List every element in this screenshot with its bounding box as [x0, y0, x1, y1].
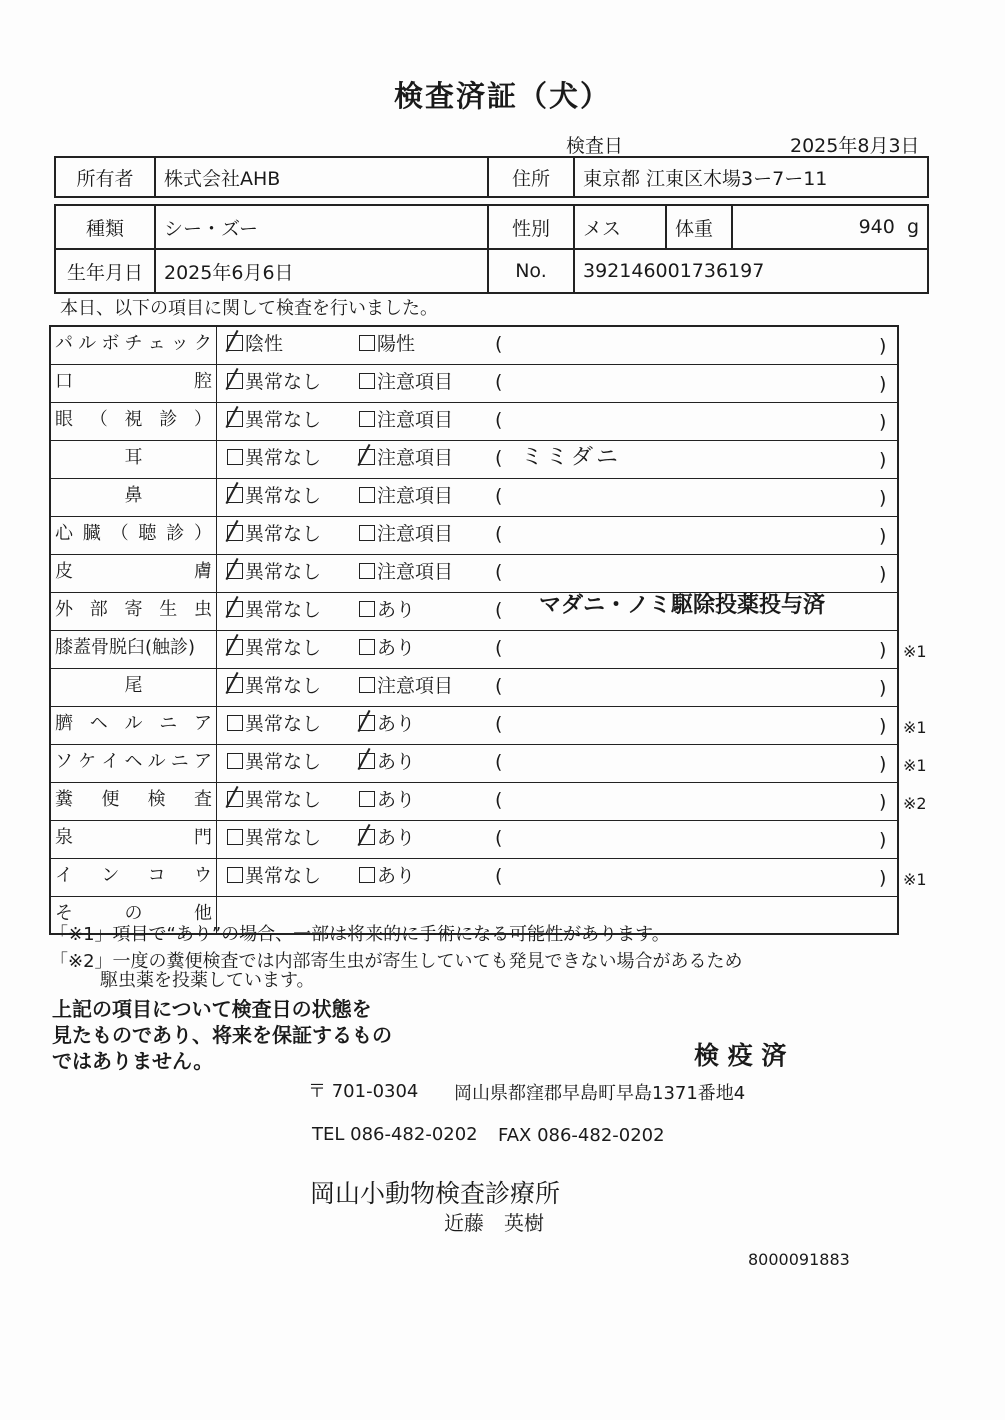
clinic-address: 岡山県都窪郡早島町早島1371番地4 — [454, 1083, 746, 1104]
option-label: 異常なし — [245, 789, 322, 811]
inspection-table — [49, 325, 927, 935]
paren-close: ) — [879, 373, 887, 395]
option-label: 注意項目 — [377, 675, 454, 697]
option-label: 異常なし — [245, 751, 322, 773]
paren-open: ( — [495, 637, 503, 659]
inspection-item-name: イ ン コ ウ — [51, 859, 217, 896]
checkbox[interactable] — [227, 639, 243, 655]
sex-value: メス — [574, 205, 666, 249]
inspection-row — [51, 859, 927, 897]
inspection-item-name: 膝蓋骨脱臼(触診) — [51, 631, 217, 668]
inspection-item-name: 糞 便 検 査 — [51, 783, 217, 820]
checkbox[interactable] — [227, 373, 243, 389]
paren-open: ( — [495, 523, 503, 545]
inspection-row — [51, 479, 897, 517]
checkbox[interactable] — [227, 753, 243, 769]
inspection-item-name: パ ル ボ チ ェ ッ ク — [51, 327, 217, 364]
option-label: 注意項目 — [377, 371, 454, 393]
option-label: 異常なし — [245, 561, 322, 583]
inspection-row — [51, 707, 927, 745]
option-label: 陽性 — [377, 333, 416, 355]
quarantine-stamp: 検 疫 済 — [694, 1041, 787, 1070]
inspection-item-name: 尾 — [51, 669, 217, 706]
item-note: マダニ・ノミ駆除投薬投与済 — [539, 593, 826, 618]
checkbox[interactable] — [227, 715, 243, 731]
option-label: 異常なし — [245, 865, 322, 887]
inspection-item-name: 鼻 — [51, 479, 217, 516]
breed-value: シー・ズー — [155, 205, 488, 249]
inspection-item-name: 口 腔 — [51, 365, 217, 402]
pet-table — [54, 204, 929, 294]
footnote-mark: ※1 — [903, 756, 927, 775]
option-label: あり — [377, 865, 416, 887]
paren-open: ( — [495, 713, 503, 735]
option-2 — [359, 327, 415, 361]
paren-open: ( — [495, 447, 503, 469]
option-label: 注意項目 — [377, 523, 454, 545]
checkbox[interactable] — [227, 525, 243, 541]
paren-open: ( — [495, 675, 503, 697]
clinic-postal: 〒 701-0304 — [308, 1081, 419, 1102]
option-label: 異常なし — [245, 447, 322, 469]
inspection-date-value: 2025年8月3日 — [790, 135, 920, 157]
option-2 — [359, 783, 415, 817]
weight-unit: g — [906, 216, 919, 238]
option-2 — [359, 555, 453, 589]
weight-label: 体重 — [666, 205, 732, 249]
checkbox[interactable] — [359, 601, 375, 617]
option-label: 異常なし — [245, 523, 322, 545]
clinic-person: 近藤 英樹 — [444, 1211, 544, 1235]
checkbox[interactable] — [359, 373, 375, 389]
inspection-row — [51, 669, 897, 707]
footnote-mark: ※1 — [903, 870, 927, 889]
checkbox[interactable] — [359, 563, 375, 579]
inspection-date-label: 検査日 — [566, 135, 624, 157]
owner-value: 株式会社AHB — [155, 157, 488, 197]
weight-value: 940 — [858, 216, 895, 238]
option-label: 異常なし — [245, 675, 322, 697]
weight-cell — [732, 205, 928, 249]
paren-open: ( — [495, 599, 503, 621]
breed-label: 種類 — [55, 205, 155, 249]
checkbox[interactable] — [227, 563, 243, 579]
option-label: 注意項目 — [377, 409, 454, 431]
inspection-item-name: 心 臓 （ 聴 診 ） — [51, 517, 217, 554]
option-1 — [227, 327, 283, 361]
paren-close: ) — [879, 829, 887, 851]
address-label: 住所 — [488, 157, 574, 197]
paren-open: ( — [495, 371, 503, 393]
option-label: あり — [377, 637, 416, 659]
option-1 — [227, 593, 321, 627]
option-2 — [359, 441, 453, 475]
paren-close: ) — [879, 677, 887, 699]
intro-text: 本日、以下の項目に関して検査を行いました。 — [60, 298, 438, 319]
option-1 — [227, 669, 321, 703]
footnote-mark: ※1 — [903, 642, 927, 661]
checkbox[interactable] — [227, 867, 243, 883]
paren-close: ) — [879, 449, 887, 471]
paren-close: ) — [879, 753, 887, 775]
option-label: あり — [377, 713, 416, 735]
footnote-mark: ※2 — [903, 794, 927, 813]
paren-close: ) — [879, 867, 887, 889]
checkbox[interactable] — [227, 335, 243, 351]
option-1 — [227, 631, 321, 665]
paren-open: ( — [495, 827, 503, 849]
option-2 — [359, 707, 415, 741]
inspection-item-name: 泉 門 — [51, 821, 217, 858]
checkbox[interactable] — [359, 867, 375, 883]
inspection-row — [51, 783, 927, 821]
option-2 — [359, 859, 415, 893]
option-label: あり — [377, 827, 416, 849]
option-label: 異常なし — [245, 827, 322, 849]
inspection-row — [51, 517, 897, 555]
paren-close: ) — [879, 487, 887, 509]
paren-open: ( — [495, 485, 503, 507]
checkbox[interactable] — [227, 829, 243, 845]
option-1 — [227, 479, 321, 513]
option-label: あり — [377, 751, 416, 773]
paren-close: ) — [879, 525, 887, 547]
sex-label: 性別 — [488, 205, 574, 249]
option-label: 陰性 — [245, 333, 284, 355]
inspection-row — [51, 593, 897, 631]
inspection-item-name: 眼 （ 視 診 ） — [51, 403, 217, 440]
checkbox[interactable] — [359, 487, 375, 503]
option-label: 異常なし — [245, 637, 322, 659]
inspection-item-name: ソ ケ イ ヘ ル ニ ア — [51, 745, 217, 782]
checkbox[interactable] — [359, 677, 375, 693]
option-2 — [359, 403, 453, 437]
inspection-row — [51, 327, 897, 365]
option-1 — [227, 365, 321, 399]
address-value: 東京都 江東区木場3ー7ー11 — [574, 157, 928, 197]
paren-open: ( — [495, 865, 503, 887]
checkbox[interactable] — [227, 677, 243, 693]
checkbox[interactable] — [359, 829, 375, 845]
option-label: 注意項目 — [377, 485, 454, 507]
checkbox[interactable] — [359, 639, 375, 655]
option-label: 異常なし — [245, 409, 322, 431]
footnote-1: 「※1」項目で“あり”の場合、一部は将来的に手術になる可能性があります。 — [50, 924, 670, 945]
clinic-fax: FAX 086-482-0202 — [498, 1125, 665, 1146]
inspection-row — [51, 821, 897, 859]
option-1 — [227, 783, 321, 817]
paren-close: ) — [879, 715, 887, 737]
checkbox[interactable] — [227, 449, 243, 465]
paren-open: ( — [495, 409, 503, 431]
option-1 — [227, 745, 321, 779]
serial-number: 8000091883 — [748, 1250, 850, 1269]
checkbox[interactable] — [359, 411, 375, 427]
option-2 — [359, 669, 453, 703]
checkbox[interactable] — [359, 335, 375, 351]
option-label: あり — [377, 599, 416, 621]
inspection-row — [51, 441, 897, 479]
inspection-item-name: 皮 膚 — [51, 555, 217, 592]
option-2 — [359, 517, 453, 551]
footnote-mark: ※1 — [903, 718, 927, 737]
paren-close: ) — [879, 791, 887, 813]
inspection-item-name: 耳 — [51, 441, 217, 478]
option-1 — [227, 441, 321, 475]
disclaimer-line-3: ではありません。 — [52, 1049, 214, 1073]
inspection-row — [51, 555, 897, 593]
no-value: 392146001736197 — [574, 249, 928, 293]
other-label: そ の 他 — [51, 897, 217, 933]
option-2 — [359, 593, 415, 627]
paren-close: ) — [879, 563, 887, 585]
paren-open: ( — [495, 333, 503, 355]
option-1 — [227, 517, 321, 551]
option-label: 異常なし — [245, 485, 322, 507]
option-label: 異常なし — [245, 713, 322, 735]
dob-label: 生年月日 — [55, 249, 155, 293]
item-note: ミミダニ — [521, 445, 622, 470]
checkbox[interactable] — [227, 411, 243, 427]
clinic-tel: TEL 086-482-0202 — [312, 1124, 478, 1145]
checkbox[interactable] — [227, 487, 243, 503]
clinic-name: 岡山小動物検査診療所 — [310, 1179, 561, 1208]
paren-open: ( — [495, 561, 503, 583]
paren-close: ) — [879, 335, 887, 357]
inspection-item-name: 臍 ヘ ル ニ ア — [51, 707, 217, 744]
inspection-row — [51, 745, 927, 783]
option-1 — [227, 555, 321, 589]
inspection-row — [51, 631, 927, 669]
no-label: No. — [488, 249, 574, 293]
paren-close: ) — [879, 411, 887, 433]
checkbox[interactable] — [227, 791, 243, 807]
disclaimer-line-2: 見たものであり、将来を保証するもの — [52, 1023, 392, 1047]
owner-label: 所有者 — [55, 157, 155, 197]
paren-open: ( — [495, 751, 503, 773]
inspection-item-name: 外 部 寄 生 虫 — [51, 593, 217, 630]
owner-table — [54, 156, 929, 198]
option-1 — [227, 707, 321, 741]
option-label: 異常なし — [245, 371, 322, 393]
option-2 — [359, 631, 415, 665]
option-label: あり — [377, 789, 416, 811]
footnote-2-line2: 駆虫薬を投薬しています。 — [100, 970, 315, 991]
checkbox[interactable] — [227, 601, 243, 617]
inspection-row — [51, 403, 897, 441]
option-2 — [359, 365, 453, 399]
option-label: 異常なし — [245, 599, 322, 621]
option-label: 注意項目 — [377, 447, 454, 469]
option-2 — [359, 821, 415, 855]
option-2 — [359, 745, 415, 779]
inspection-row — [51, 365, 897, 403]
checkbox[interactable] — [359, 753, 375, 769]
checkbox[interactable] — [359, 525, 375, 541]
option-1 — [227, 821, 321, 855]
option-label: 注意項目 — [377, 561, 454, 583]
dob-value: 2025年6月6日 — [155, 249, 488, 293]
checkbox[interactable] — [359, 449, 375, 465]
document-title: 検査済証（犬） — [393, 79, 611, 113]
checkbox[interactable] — [359, 715, 375, 731]
disclaimer-line-1: 上記の項目について検査日の状態を — [52, 997, 372, 1021]
option-2 — [359, 479, 453, 513]
paren-close: ) — [879, 639, 887, 661]
paren-open: ( — [495, 789, 503, 811]
option-1 — [227, 859, 321, 893]
checkbox[interactable] — [359, 791, 375, 807]
footnote-2-line1: 「※2」一度の糞便検査では内部寄生虫が寄生していても発見できない場合があるため — [50, 951, 743, 972]
option-1 — [227, 403, 321, 437]
